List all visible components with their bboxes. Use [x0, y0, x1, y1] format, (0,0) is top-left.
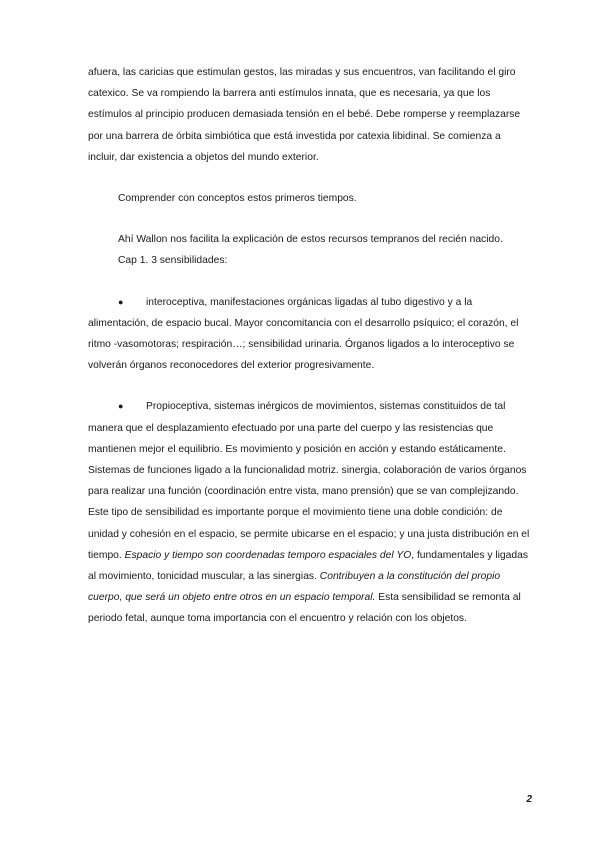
paragraph-cap1-heading: Cap 1. 3 sensibilidades:	[118, 255, 228, 267]
bullet-item-propioceptiva	[88, 396, 530, 629]
document-body	[88, 62, 530, 630]
paragraph-opening: afuera, las caricias que estimulan gestos, las miradas y sus encuentros, van facilitando el giro catexico. Se va rompiendo la barrera anti estímulos innata, que es necesaria, ya que los estímulos al principio producen demasiada tensión en el bebé. Debe romperse y reemplazarse por una barrera de órbita simbiótica que está investida por catexia libidinal. Se comienza a incluir, dar existencia a objetos del mundo exterior.	[88, 67, 521, 163]
bullet-text-propioceptiva-3: Esta sensibilidad se remonta al periodo fetal, aunque toma importancia con el encuentro y relación con los objetos.	[88, 592, 521, 625]
bullet-text-interoceptiva: interoceptiva, manifestaciones orgánicas ligadas al tubo digestivo y a la alimentación, de espacio bucal. Mayor concomitancia con el desarrollo psíquico; el corazón, el ritmo -vasomotoras; respiración…; sensibilidad urinaria. Órganos ligados a lo interoceptivo se volverán órganos reconocedores del exterior progresivamente.	[88, 296, 519, 372]
bullet-text-propioceptiva-1: Propioceptiva, sistemas inérgicos de movimientos, sistemas constituidos de tal manera que el desplazamiento efectuado por una parte del cuerpo y las resistencias que mantienen mejor el equilibrio. Es movimiento y posición en acción y estando estáticamente. Sistemas de funciones ligado a la funcionalidad motriz. sinergia, colaboración de varios órganos para realizar una función (coordinación entre vista, mano prensión) que se van complejizando. Este tipo de sensibilidad es importante porque el movimiento tiene una doble condición: de unidad y cohesión en el espacio, se permite ubicarse en el espacio; y una justa distribución en el tiempo.	[88, 401, 530, 561]
page-number: 2	[526, 794, 532, 805]
paragraph-comprender: Comprender con conceptos estos primeros tiempos.	[118, 193, 357, 205]
bullet-marker-icon: ●	[118, 401, 124, 412]
bullet-text-propioceptiva-2: , fundamentales y ligadas al movimiento, tonicidad muscular, a las sinergias.	[88, 549, 528, 583]
bullet-item-interoceptiva	[88, 292, 530, 377]
bullet-marker-icon: ●	[118, 296, 124, 307]
bullet-text-propioceptiva-italic-1: Espacio y tiempo son coordenadas temporo espaciales del YO	[124, 549, 412, 561]
bullet-text-propioceptiva-italic-2: Contribuyen a la constitución del propio cuerpo, que será un objeto entre otros en un espacio temporal.	[88, 571, 501, 604]
paragraph-wallon: Ahí Wallon nos facilita la explicación de estos recursos tempranos del recién nacido.	[118, 234, 503, 246]
